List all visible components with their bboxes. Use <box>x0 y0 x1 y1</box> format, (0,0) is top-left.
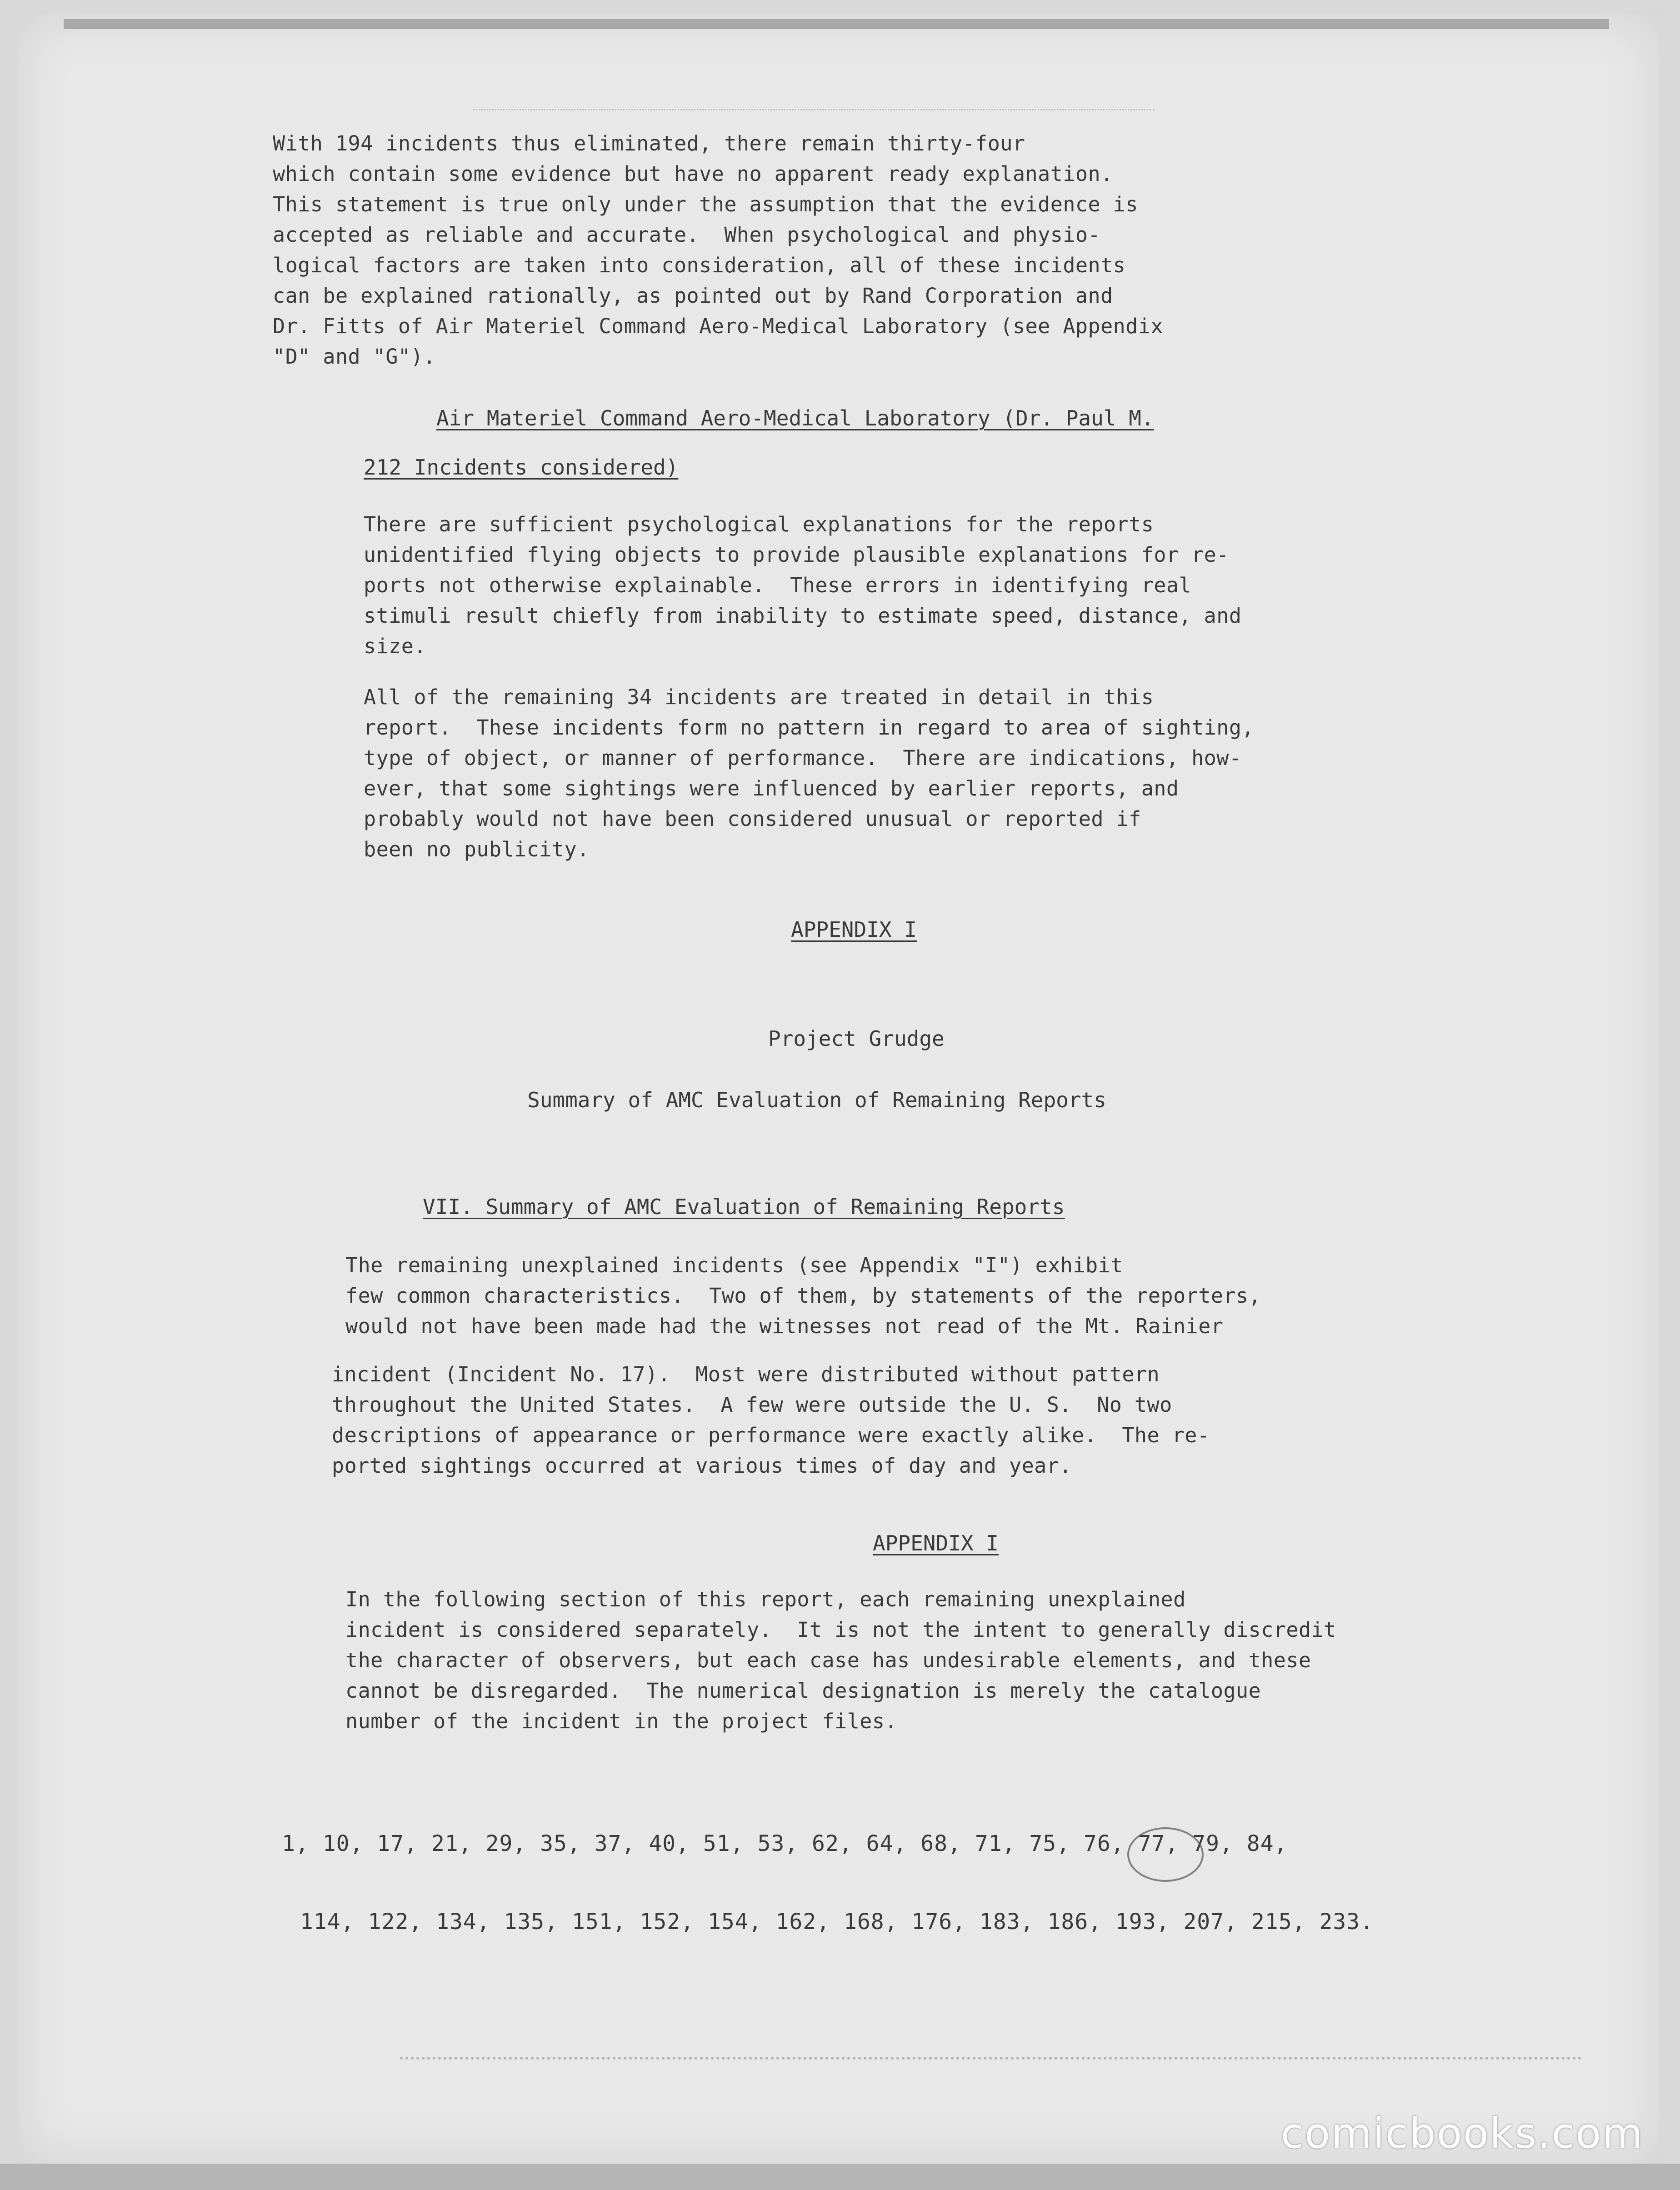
paragraph-psychological-explanations: There are sufficient psychological explanations for the reports unidentified flying objects to provide plausible explanations for re- ports not otherwise explainable. These errors in identifying real stimuli result chiefly from inability to estimate speed, distance, and size. <box>364 512 1242 658</box>
paragraph-following-section: In the following section of this report, each remaining unexplained incident is considered separately. It is not the intent to generally discredit the character of observers, but each case has undesirable elements, and these cannot be disregarded. The numerical designation is merely the catalogue number of the incident in the project files. <box>345 1587 1336 1733</box>
watermark-text: comicbooks.com <box>1280 2109 1644 2158</box>
paragraph-unexplained-incidents-part2: incident (Incident No. 17). Most were distributed without pattern throughout the United States. A few were outside the U. S. No two descriptions of appearance or performance were exactly alike. The re- ported sightings occurred at various times of day and year. <box>332 1362 1210 1478</box>
incident-number-list-line2: 114, 122, 134, 135, 151, 152, 154, 162, 168, 176, 183, 186, 193, 207, 215, 233. <box>300 1909 1374 1935</box>
bottom-dotted-rule <box>400 2057 1582 2060</box>
project-title: Project Grudge <box>768 1026 945 1051</box>
scan-bottom-edge <box>0 2164 1680 2190</box>
paragraph-unexplained-incidents-part1: The remaining unexplained incidents (see Appendix "I") exhibit few common characteristics. Two of them, by statements of the reporters, would not have been made had the witnesses not read of the Mt. Rainier <box>345 1253 1261 1338</box>
appendix-label-1: APPENDIX I <box>791 917 917 942</box>
document-page <box>18 14 1659 2164</box>
paragraph-remaining-incidents: All of the remaining 34 incidents are treated in detail in this report. These incidents form no pattern in regard to area of sighting, type of object, or manner of performance. There are indications, how- ever, that some sightings were influenced by earlier reports, and probably would not have been considered unusual or reported if been no publicity. <box>364 685 1255 861</box>
heading-aero-medical-lab-line1: Air Materiel Command Aero-Medical Laboratory (Dr. Paul M. <box>436 406 1154 430</box>
handwritten-marks <box>473 41 1155 110</box>
circled-number-mark <box>1127 1827 1204 1882</box>
scan-top-border <box>64 19 1609 29</box>
appendix-label-2: APPENDIX I <box>873 1531 999 1555</box>
heading-aero-medical-lab-line2: 212 Incidents considered) <box>364 455 679 480</box>
incident-number-list-line1: 1, 10, 17, 21, 29, 35, 37, 40, 51, 53, 62, 64, 68, 71, 75, 76, 77, 79, 84, <box>282 1831 1288 1856</box>
section-heading-vii: VII. Summary of AMC Evaluation of Remaining Reports <box>423 1195 1065 1219</box>
summary-title: Summary of AMC Evaluation of Remaining Reports <box>527 1088 1106 1112</box>
paragraph-eliminated-incidents: With 194 incidents thus eliminated, there remain thirty-four which contain some evidence but have no apparent ready explanation. This statement is true only under the assumption that the evidence is accepted as reliable and accurate. When psychological and physio- logical factors are taken into consideration, all of these incidents can be explained rationally, as pointed out by Rand Corporation and Dr. Fitts of Air Materiel Command Aero-Medical Laboratory (see Appendix "D" and "G"). <box>273 131 1164 369</box>
